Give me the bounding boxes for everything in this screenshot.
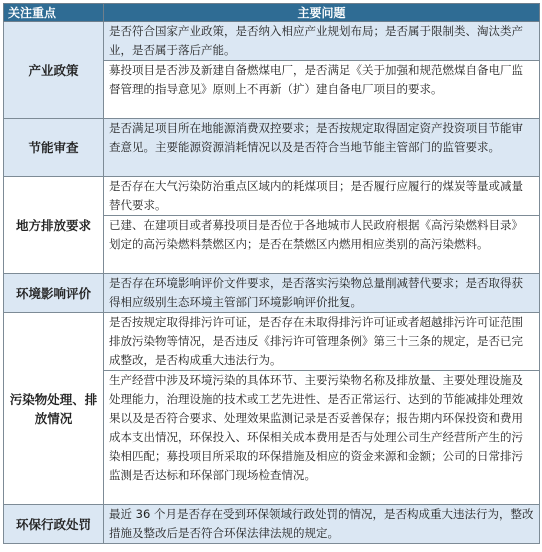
category-cell: 环保行政处罚 bbox=[4, 505, 104, 544]
issue-cell: 是否按规定取得排污许可证，是否存在未取得排污许可证或者超越排污许可证范围排放污染物等情况，是否违反《排污许可管理条例》第三十三条的规定，是否已完成整改，是否构成重大违法行为。 bbox=[104, 313, 540, 371]
issue-cell: 募投项目是否涉及新建自备燃煤电厂，是否满足《关于加强和规范燃煤自备电厂监督管理的指导意见》原则上不再新（扩）建自备电厂项目的要求。 bbox=[104, 61, 540, 119]
table-row bbox=[4, 505, 540, 544]
issue-cell: 生产经营中涉及环境污染的具体环节、主要污染物名称及排放量、主要处理设施及处理能力，治理设施的技术或工艺先进性、是否正常运行、达到的节能减排处理效果以及是否符合要求、处理效果监测记录是否妥善保存；报告期内环保投资和费用成本支出情况，环保投入、环保相关成本费用是否与处理公司生产经营所产生的污染相匹配；募投项目所采取的环保措施及相应的资金来源和金额；公司的日常排污监测是否达标和环保部门现场检查情况。 bbox=[104, 371, 540, 505]
category-cell: 产业政策 bbox=[4, 22, 104, 119]
category-cell: 环境影响评价 bbox=[4, 274, 104, 313]
header-row bbox=[4, 4, 540, 22]
category-cell: 节能审查 bbox=[4, 119, 104, 177]
issue-cell: 是否存在大气污染防治重点区域内的耗煤项目；是否履行应履行的煤炭等量或减量替代要求。 bbox=[104, 177, 540, 216]
issue-cell: 是否符合国家产业政策，是否纳入相应产业规划布局；是否属于限制类、淘汰类产业，是否属于落后产能。 bbox=[104, 22, 540, 61]
issue-cell: 最近 36 个月是否存在受到环保领域行政处罚的情况，是否构成重大违法行为，整改措施及整改后是否符合环保法律法规的规定。 bbox=[104, 505, 540, 544]
table-row bbox=[4, 119, 540, 177]
issue-cell: 是否满足项目所在地能源消费双控要求；是否按规定取得固定资产投资项目节能审查意见。主要能源资源消耗情况以及是否符合当地节能主管部门的监管要求。 bbox=[104, 119, 540, 177]
header-issues: 主要问题 bbox=[104, 4, 540, 22]
review-table bbox=[3, 3, 540, 544]
header-focus: 关注重点 bbox=[4, 4, 104, 22]
issue-cell: 已建、在建项目或者募投项目是否位于各地城市人民政府根据《高污染燃料目录》划定的高污染燃料禁燃区内；是否在禁燃区内燃用相应类别的高污染燃料。 bbox=[104, 216, 540, 274]
table-row bbox=[4, 177, 540, 216]
category-cell: 污染物处理、排放情况 bbox=[4, 313, 104, 505]
issue-cell: 是否存在环境影响评价文件要求，是否落实污染物总量削减替代要求；是否取得获得相应级别生态环境主管部门环境影响评价批复。 bbox=[104, 274, 540, 313]
table-row bbox=[4, 22, 540, 61]
table-row bbox=[4, 313, 540, 371]
table-row bbox=[4, 274, 540, 313]
category-cell: 地方排放要求 bbox=[4, 177, 104, 274]
